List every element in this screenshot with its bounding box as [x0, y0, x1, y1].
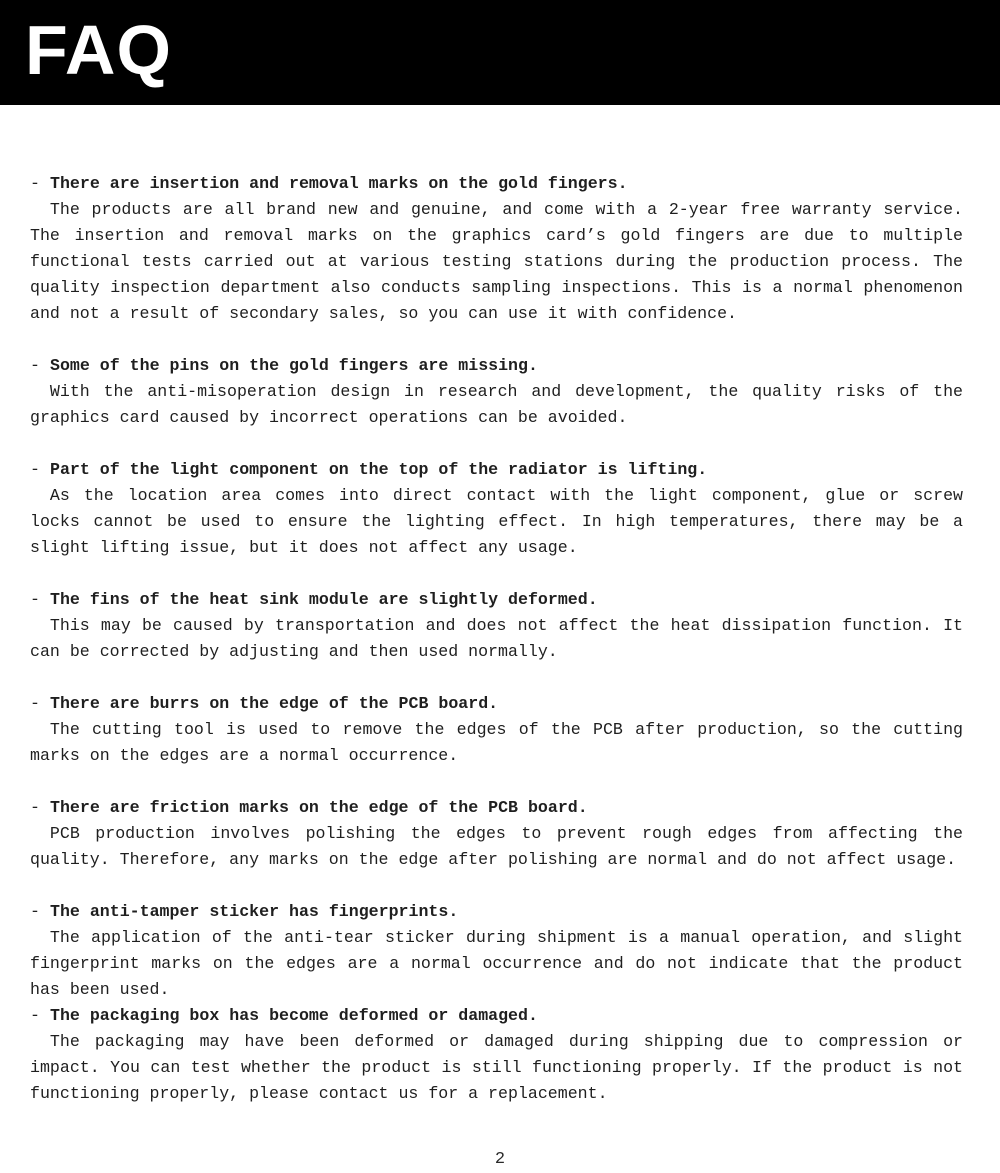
page-number: 2	[494, 1150, 506, 1169]
faq-answer: The products are all brand new and genuine, and come with a 2-year free warranty service. The insertion and removal marks on the graphics card’s gold fingers are due to multiple functional tests carried out at various testing stations during the production process. The quality inspection department also conducts sampling inspections. This is a normal phenomenon and not a result of secondary sales, so you can use it with confidence.	[30, 200, 963, 323]
faq-item	[30, 1003, 963, 1107]
bullet-dash: -	[30, 356, 40, 375]
page-title: FAQ	[25, 10, 172, 89]
bullet-dash: -	[30, 460, 40, 479]
faq-answer: As the location area comes into direct contact with the light component, glue or screw locks cannot be used to ensure the lighting effect. In high temperatures, there may be a slight lifting issue, but it does not affect any usage.	[30, 486, 963, 557]
faq-question	[30, 1003, 963, 1029]
faq-question	[30, 171, 963, 197]
faq-question-text: The packaging box has become deformed or damaged.	[50, 1006, 538, 1025]
faq-question	[30, 691, 963, 717]
bullet-dash: -	[30, 590, 40, 609]
faq-item	[30, 171, 963, 327]
faq-question-text: Some of the pins on the gold fingers are missing.	[50, 356, 538, 375]
faq-answer: The application of the anti-tear sticker during shipment is a manual operation, and slight fingerprint marks on the edges are a normal occurrence and do not indicate that the product has been used.	[30, 928, 963, 999]
faq-answer: With the anti-misoperation design in research and development, the quality risks of the graphics card caused by incorrect operations can be avoided.	[30, 382, 963, 427]
faq-question	[30, 587, 963, 613]
faq-question	[30, 353, 963, 379]
faq-item	[30, 691, 963, 769]
faq-question-text: There are burrs on the edge of the PCB board.	[50, 694, 499, 713]
bullet-dash: -	[30, 174, 40, 193]
faq-question-text: The anti-tamper sticker has fingerprints.	[50, 902, 459, 921]
faq-question	[30, 457, 963, 483]
bullet-dash: -	[30, 694, 40, 713]
faq-item	[30, 457, 963, 561]
faq-question-text: The fins of the heat sink module are slightly deformed.	[50, 590, 598, 609]
faq-answer: The cutting tool is used to remove the edges of the PCB after production, so the cutting marks on the edges are a normal occurrence.	[30, 720, 963, 765]
faq-question-text: Part of the light component on the top of the radiator is lifting.	[50, 460, 708, 479]
faq-item	[30, 353, 963, 431]
faq-item	[30, 587, 963, 665]
faq-question	[30, 899, 963, 925]
bullet-dash: -	[30, 902, 40, 921]
faq-answer: PCB production involves polishing the edges to prevent rough edges from affecting the quality. Therefore, any marks on the edge after polishing are normal and do not affect usage.	[30, 824, 963, 869]
faq-list	[30, 171, 963, 1107]
faq-question	[30, 795, 963, 821]
bullet-dash: -	[30, 798, 40, 817]
faq-item	[30, 795, 963, 873]
faq-item	[30, 899, 963, 1003]
faq-answer: The packaging may have been deformed or damaged during shipping due to compression or impact. You can test whether the product is still functioning properly. If the product is not functioning properly, please contact us for a replacement.	[30, 1032, 963, 1103]
header-bar	[0, 0, 1000, 105]
faq-answer: This may be caused by transportation and does not affect the heat dissipation function. It can be corrected by adjusting and then used normally.	[30, 616, 963, 661]
faq-question-text: There are insertion and removal marks on the gold fingers.	[50, 174, 628, 193]
faq-question-text: There are friction marks on the edge of the PCB board.	[50, 798, 588, 817]
bullet-dash: -	[30, 1006, 40, 1025]
